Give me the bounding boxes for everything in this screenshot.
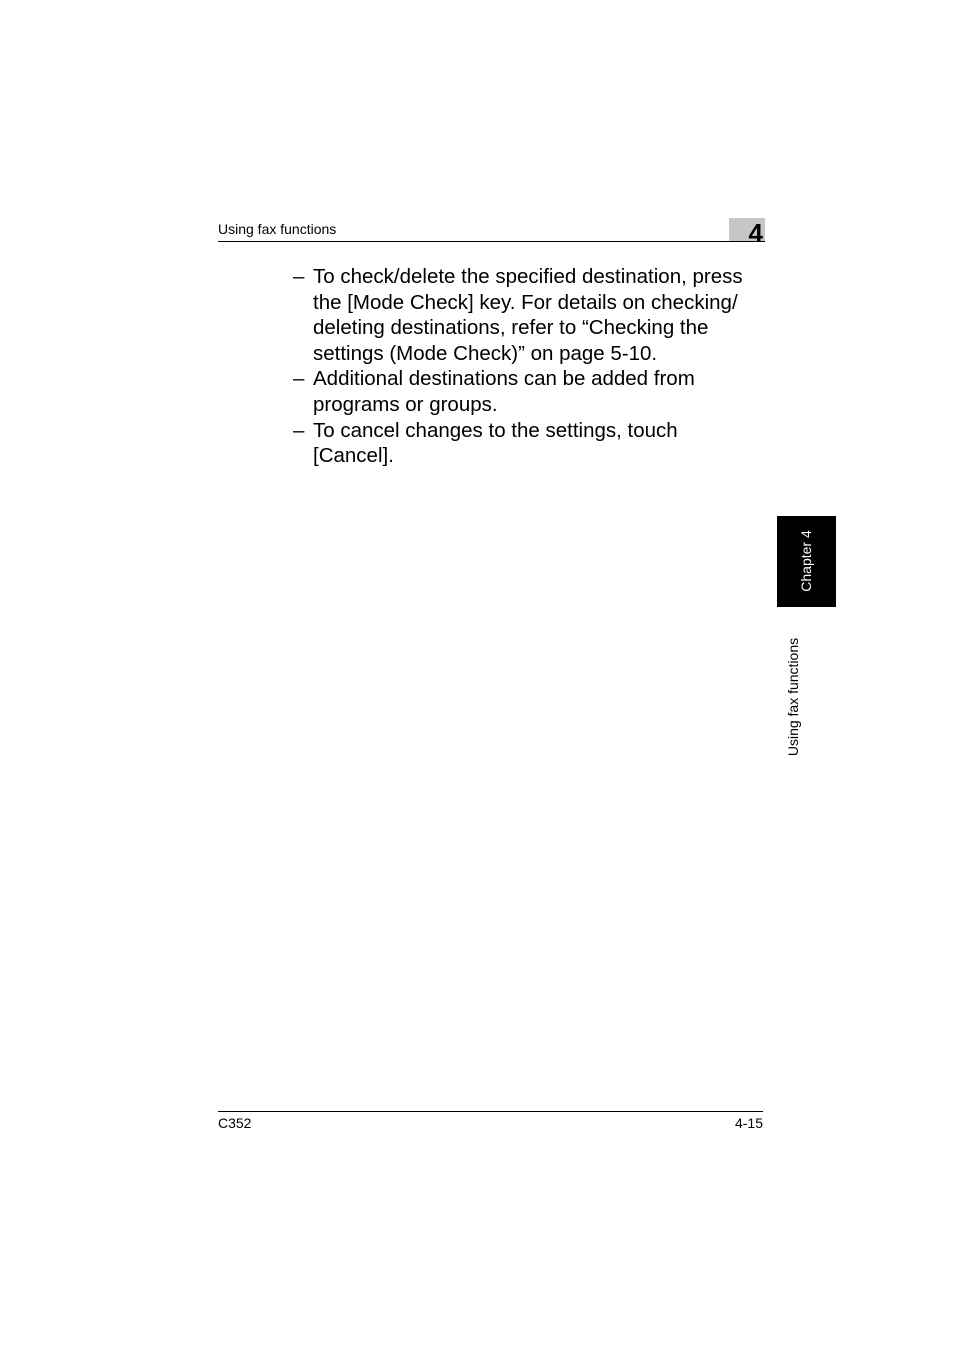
list-item-text: To check/delete the specified destination, press the [Mode Check] key. For details on checking/ deleting destinations, refer to “Checking the settings (Mode Check)” on page 5-10.	[313, 265, 743, 365]
chapter-number: 4	[748, 218, 763, 248]
footer-page-number: 4-15	[734, 1115, 763, 1131]
list-item	[293, 366, 763, 417]
running-header-title: Using fax functions	[218, 221, 337, 237]
list-item	[293, 264, 763, 366]
bullet-dash: –	[293, 367, 305, 391]
instruction-list	[293, 264, 763, 469]
list-item-text: To cancel changes to the settings, touch [Cancel].	[313, 418, 678, 468]
header-divider	[218, 241, 765, 242]
bullet-dash: –	[293, 265, 305, 288]
footer-divider	[218, 1111, 763, 1112]
side-tab-chapter-label: Chapter 4	[798, 530, 814, 592]
bullet-dash: –	[293, 418, 305, 442]
footer-model-name: C352	[218, 1115, 252, 1131]
list-item-text: Additional destinations can be added from programs or groups.	[313, 367, 695, 416]
list-item	[293, 418, 763, 469]
chapter-number-box	[729, 218, 765, 248]
side-section-label: Using fax functions	[785, 637, 801, 757]
chapter-side-tab	[777, 516, 836, 607]
